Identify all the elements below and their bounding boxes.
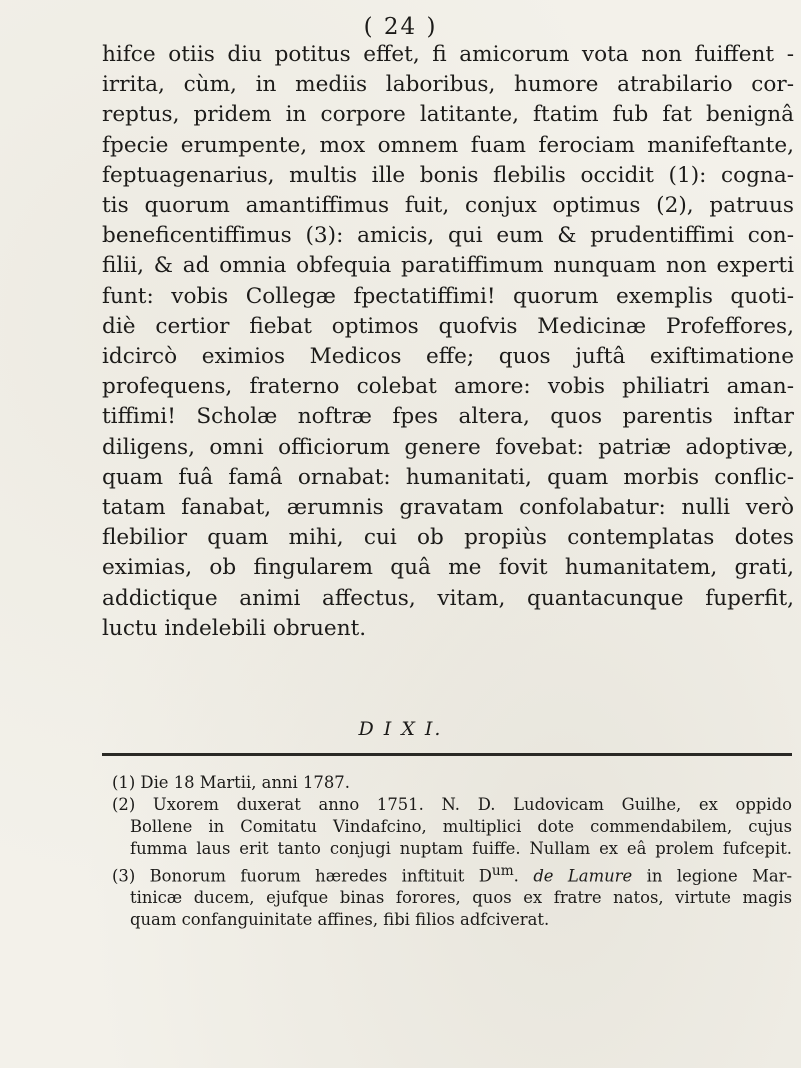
text-line: addictique animi affectus, vitam, quantacunque fuperfit, <box>102 585 794 611</box>
closing-dixi: D I X I. <box>358 718 443 740</box>
text-line: profequens, fraterno colebat amore: vobis philiatri aman- <box>102 374 794 400</box>
text-line: filii, & ad omnia obfequia paratiffimum nunquam non experti <box>102 253 794 279</box>
footnote-3-line: tinicæ ducem, ejufque binas forores, quos ex fratre natos, virtute magis <box>130 888 792 908</box>
text-line: tiffimi! Scholæ noftræ fpes altera, quos parentis inftar <box>102 404 794 430</box>
text-line: hifce otiis diu potitus effet, fi amicorum vota non fuiffent - <box>102 42 794 67</box>
footnote-3-text: in legione Mar- <box>632 866 792 886</box>
footnote-2-line: Bollene in Comitatu Vindafcino, multiplici dote commendabilem, cujus <box>130 817 792 836</box>
text-line: diligens, omni officiorum genere fovebat: patriæ adoptivæ, <box>102 434 794 460</box>
text-line: flebilior quam mihi, cui ob propiùs contemplatas dotes <box>102 525 794 551</box>
footnote-3-italic-name: de Lamure <box>533 866 633 886</box>
footnote-2-line: fumma laus erit tanto conjugi nuptam fuiffe. Nullam ex eâ prolem fufcepit. <box>130 839 792 858</box>
footnote-3-line: quam confanguinitate affines, fibi filios adfciverat. <box>130 910 550 930</box>
text-line: beneficentiffimus (3): amicis, qui eum & prudentiffimi con- <box>102 223 794 249</box>
text-line: idcircò eximios Medicos effe; quos juftâ exiftimatione <box>102 344 794 370</box>
text-line: feptuagenarius, multis ille bonis flebilis occidit (1): cogna- <box>102 162 794 188</box>
footnote-3-text: . <box>513 866 534 886</box>
text-line: quam fuâ famâ ornabat: humanitati, quam morbis conflic- <box>102 464 794 490</box>
text-line: irrita, cùm, in mediis laboribus, humore atrabilario cor- <box>102 72 794 98</box>
footnote-2-line: (2) Uxorem duxerat anno 1751. N. D. Ludovicam Guilhe, ex oppido <box>112 795 792 814</box>
footnote-divider <box>102 753 792 756</box>
text-line: tatam fanabat, ærumnis gravatam confolabatur: nulli verò <box>102 495 794 521</box>
text-line: funt: vobis Collegæ fpectatiffimi! quorum exemplis quoti- <box>102 283 794 309</box>
text-line: tis quorum amantiffimus fuit, conjux optimus (2), patruus <box>102 193 794 219</box>
page-number-header: ( 24 ) <box>363 14 438 40</box>
main-text <box>102 40 794 644</box>
footnote-3-line <box>112 860 792 887</box>
footnote-3-superscript: um <box>491 863 514 879</box>
text-line: eximias, ob fingularem quâ me fovit humanitatem, grati, <box>102 555 794 581</box>
footnote-1: (1) Die 18 Martii, anni 1787. <box>112 773 350 792</box>
text-line: luctu indelebili obruent. <box>102 615 367 641</box>
text-line: diè certior fiebat optimos quofvis Medicinæ Profeffores, <box>102 313 794 339</box>
footnotes <box>112 772 792 931</box>
footnote-3-text: (3) Bonorum fuorum hæredes inftituit D <box>112 866 492 886</box>
text-line: fpecie erumpente, mox omnem fuam ferociam manifeftante, <box>102 132 794 158</box>
text-line: reptus, pridem in corpore latitante, ftatim fub fat benignâ <box>102 102 794 128</box>
